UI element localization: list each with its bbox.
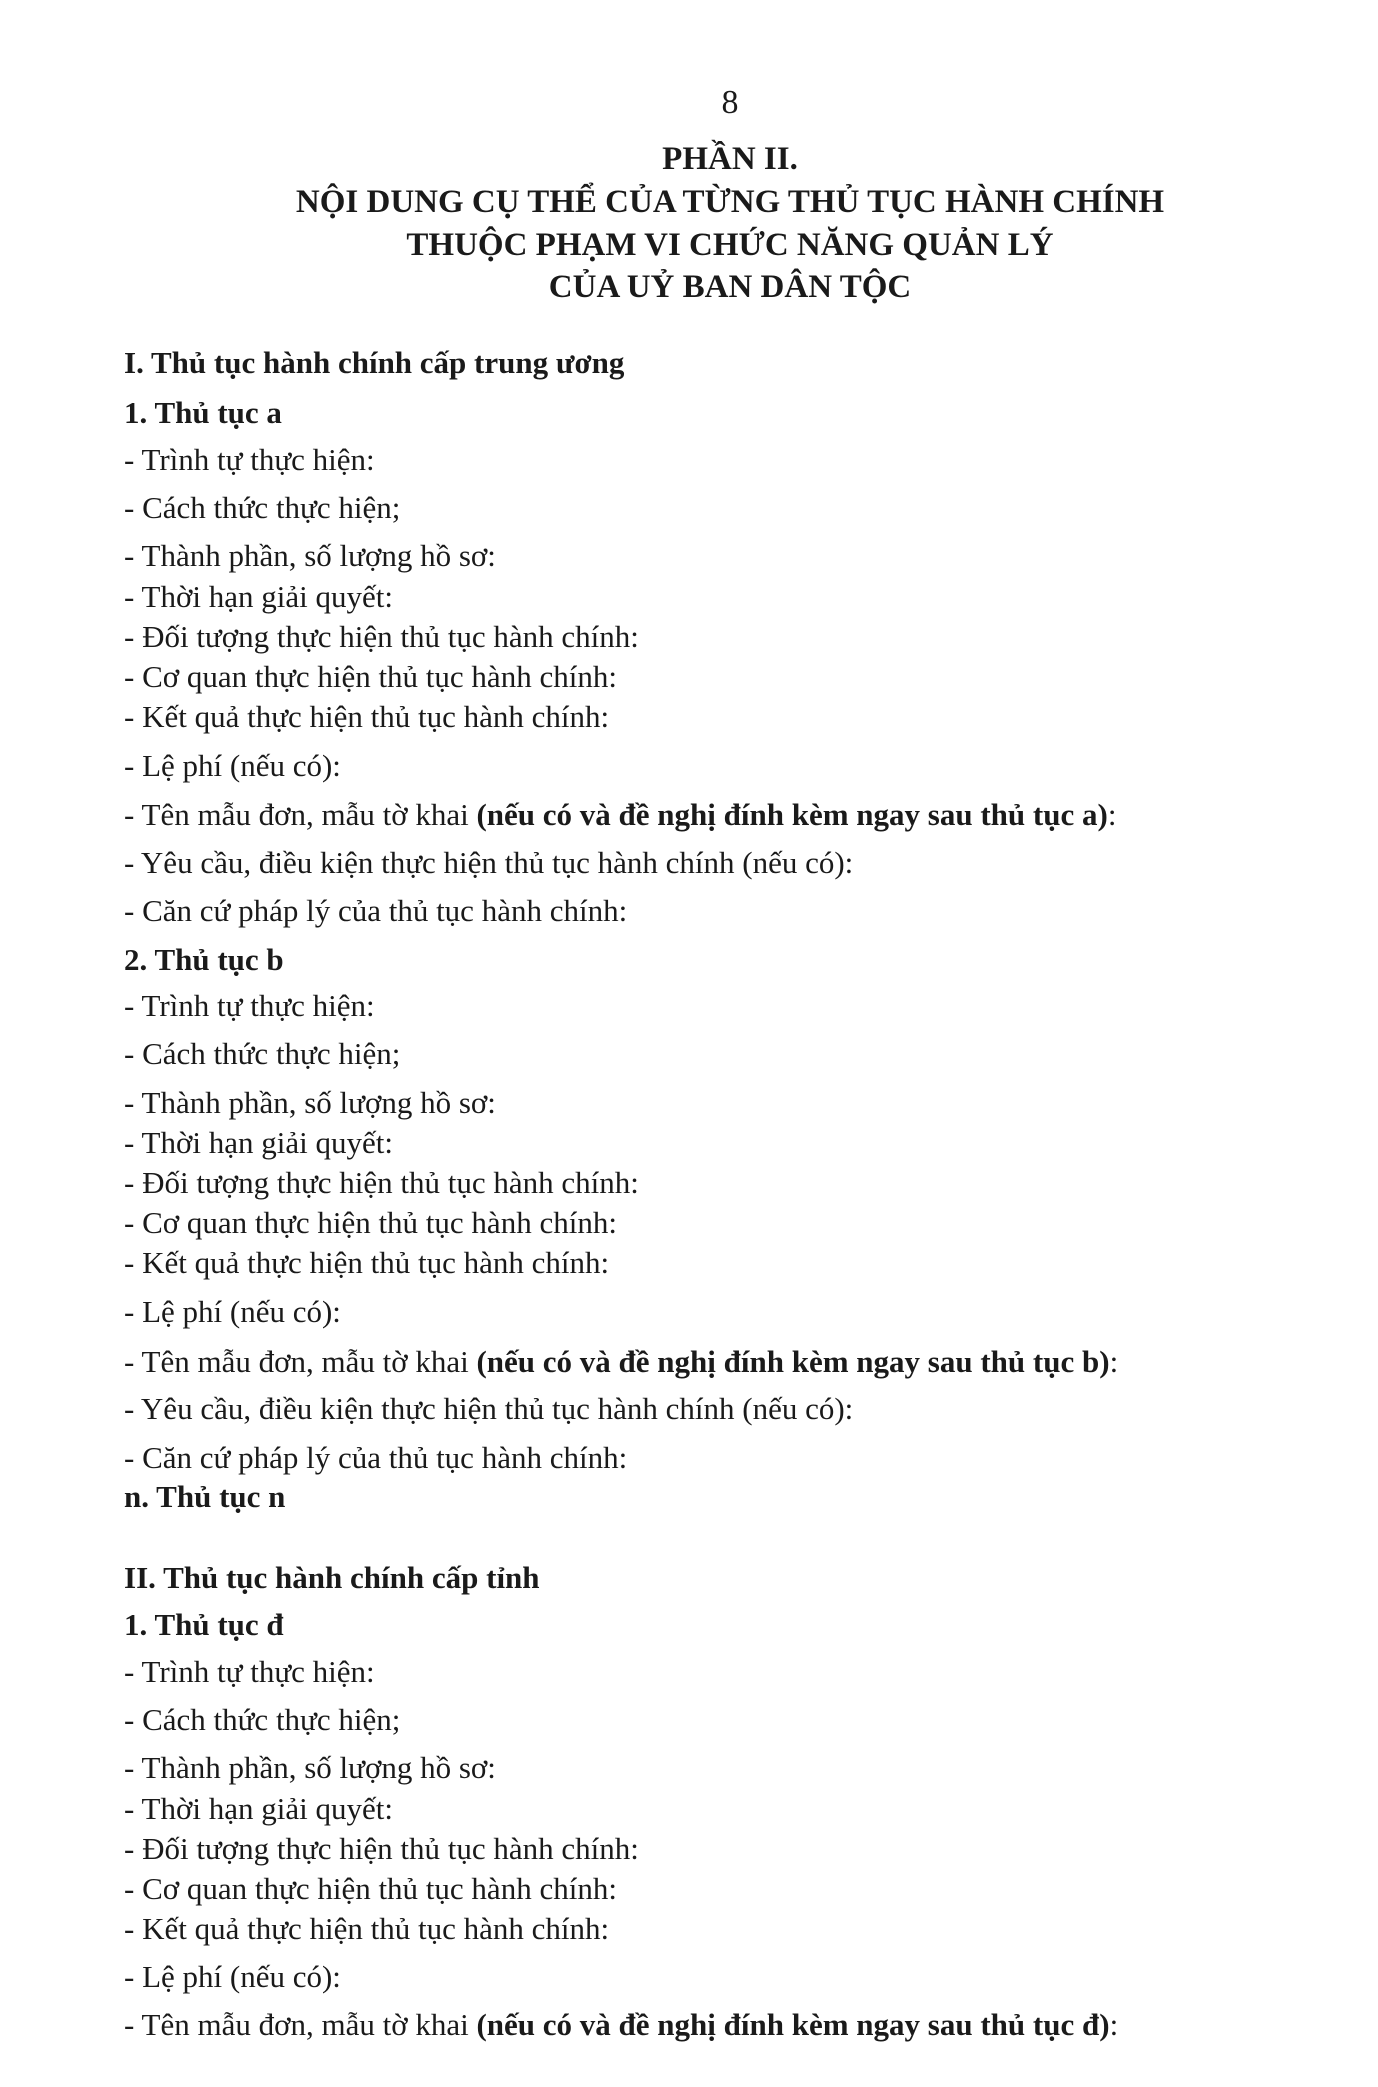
section-heading-provincial: II. Thủ tục hành chính cấp tỉnh xyxy=(124,1560,540,1595)
list-item: - Thành phần, số lượng hồ sơ: xyxy=(124,538,496,573)
list-item-form xyxy=(124,796,1116,834)
list-item-text: - Tên mẫu đơn, mẫu tờ khai xyxy=(124,2007,477,2042)
list-item-form xyxy=(124,2006,1118,2044)
title-line-2: NỘI DUNG CỤ THỂ CỦA TỪNG THỦ TỤC HÀNH CHÍNH xyxy=(295,184,1165,220)
form-note: (nếu có và đề nghị đính kèm ngay sau thủ tục b) xyxy=(476,1344,1110,1379)
form-note: (nếu có và đề nghị đính kèm ngay sau thủ tục a) xyxy=(476,797,1108,832)
title-line-3: THUỘC PHẠM VI CHỨC NĂNG QUẢN LÝ xyxy=(406,227,1054,263)
procedure-heading-a: 1. Thủ tục a xyxy=(124,395,282,430)
list-item: - Yêu cầu, điều kiện thực hiện thủ tục hành chính (nếu có): xyxy=(124,1391,854,1426)
list-item: - Lệ phí (nếu có): xyxy=(124,1959,341,1994)
form-note: (nếu có và đề nghị đính kèm ngay sau thủ tục đ) xyxy=(476,2007,1110,2042)
procedure-heading-d: 1. Thủ tục đ xyxy=(124,1607,284,1642)
title-line-1: PHẦN II. xyxy=(662,141,798,177)
list-item: - Kết quả thực hiện thủ tục hành chính: xyxy=(124,1245,610,1280)
page-number: 8 xyxy=(721,84,739,121)
list-item: - Cơ quan thực hiện thủ tục hành chính: xyxy=(124,1871,617,1906)
list-item: - Thành phần, số lượng hồ sơ: xyxy=(124,1085,496,1120)
list-item: - Cách thức thực hiện; xyxy=(124,1702,401,1737)
list-item: - Trình tự thực hiện: xyxy=(124,1654,375,1689)
list-item: - Yêu cầu, điều kiện thực hiện thủ tục hành chính (nếu có): xyxy=(124,845,854,880)
title-line-4: CỦA UỶ BAN DÂN TỘC xyxy=(548,269,912,305)
form-note-tail: : xyxy=(1109,1344,1119,1379)
list-item-form xyxy=(124,1343,1118,1381)
list-item: - Trình tự thực hiện: xyxy=(124,988,375,1023)
procedure-heading-n: n. Thủ tục n xyxy=(124,1479,286,1514)
list-item: - Đối tượng thực hiện thủ tục hành chính: xyxy=(124,1165,639,1200)
list-item: - Trình tự thực hiện: xyxy=(124,442,375,477)
list-item: - Kết quả thực hiện thủ tục hành chính: xyxy=(124,1911,610,1946)
list-item-text: - Tên mẫu đơn, mẫu tờ khai xyxy=(124,797,477,832)
list-item: - Cách thức thực hiện; xyxy=(124,1036,401,1071)
list-item: - Cơ quan thực hiện thủ tục hành chính: xyxy=(124,659,617,694)
list-item: - Lệ phí (nếu có): xyxy=(124,748,341,783)
list-item: - Thời hạn giải quyết: xyxy=(124,579,393,614)
section-heading-central: I. Thủ tục hành chính cấp trung ương xyxy=(124,345,625,380)
list-item: - Lệ phí (nếu có): xyxy=(124,1294,341,1329)
list-item: - Đối tượng thực hiện thủ tục hành chính: xyxy=(124,1831,639,1866)
list-item: - Thành phần, số lượng hồ sơ: xyxy=(124,1750,496,1785)
list-item: - Thời hạn giải quyết: xyxy=(124,1125,393,1160)
list-item: - Kết quả thực hiện thủ tục hành chính: xyxy=(124,699,610,734)
list-item: - Căn cứ pháp lý của thủ tục hành chính: xyxy=(124,1440,628,1475)
list-item: - Thời hạn giải quyết: xyxy=(124,1791,393,1826)
list-item: - Cơ quan thực hiện thủ tục hành chính: xyxy=(124,1205,617,1240)
form-note-tail: : xyxy=(1107,797,1117,832)
list-item: - Đối tượng thực hiện thủ tục hành chính: xyxy=(124,619,639,654)
list-item: - Cách thức thực hiện; xyxy=(124,490,401,525)
form-note-tail: : xyxy=(1109,2007,1119,2042)
list-item-text: - Tên mẫu đơn, mẫu tờ khai xyxy=(124,1344,477,1379)
procedure-heading-b: 2. Thủ tục b xyxy=(124,942,284,977)
list-item: - Căn cứ pháp lý của thủ tục hành chính: xyxy=(124,893,628,928)
